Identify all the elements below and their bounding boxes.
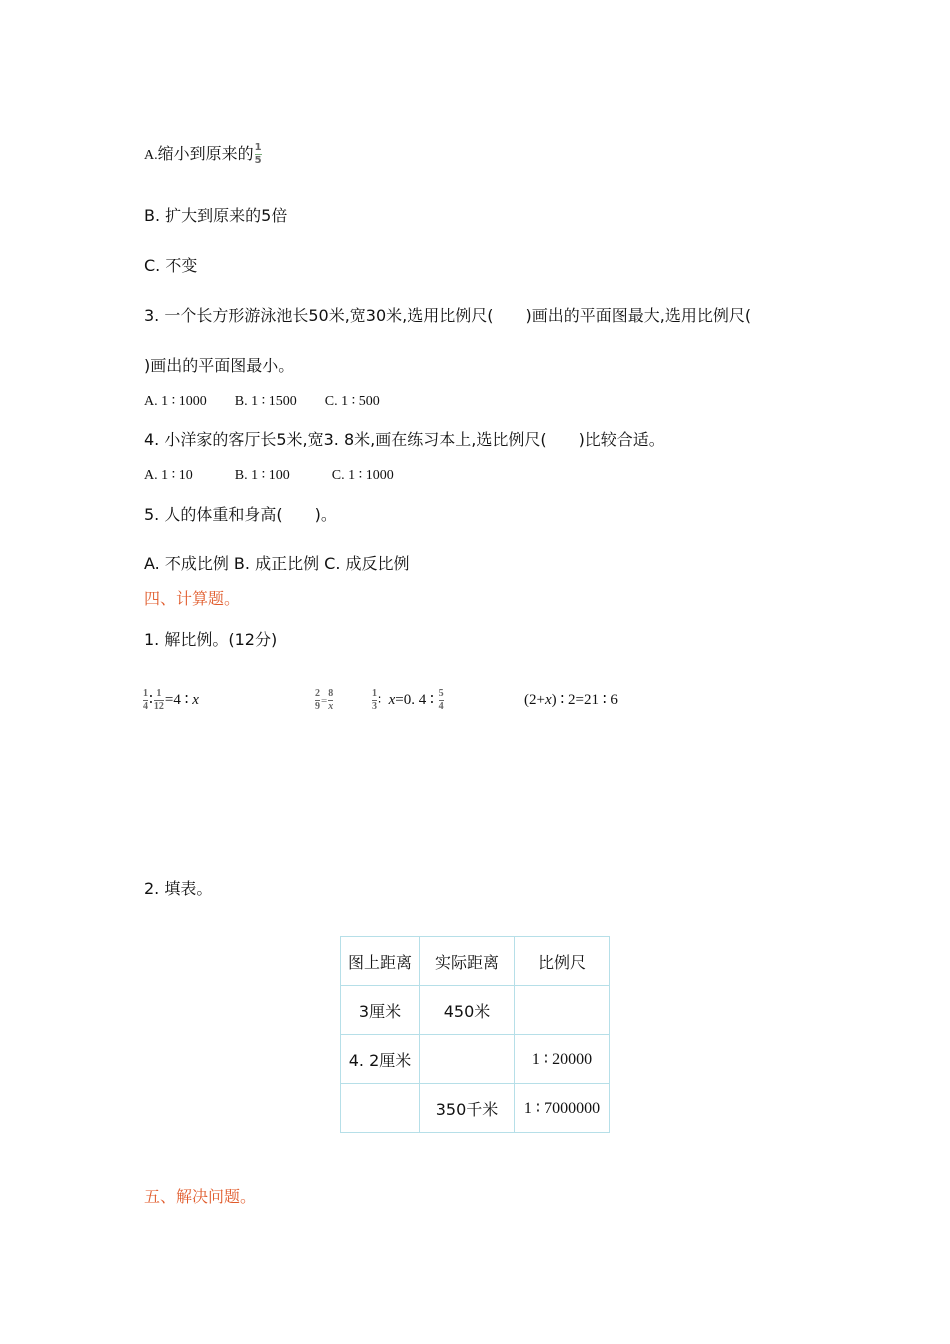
table-cell: 450米 [420,986,515,1035]
frac-den: 4 [438,701,444,713]
section5-title: 五、解决问题。 [144,1189,257,1206]
frac-den: 12 [153,701,164,713]
frac-num: 1 [156,688,162,700]
q2-option-b: B. 扩大到原来的5倍 [144,206,288,225]
variable-x: x [388,692,396,708]
frac-num: 8 [328,688,334,700]
frac-den: 3 [372,701,377,713]
header-map-distance: 图上距离 [341,937,420,986]
equation-4 [524,686,618,714]
equation-1 [142,686,199,714]
table-row [341,1084,610,1133]
fraction-one-fifth [255,143,262,166]
frac-den: x [328,701,334,713]
frac-num: 1 [372,688,377,700]
table-cell: 1 ∶ 20000 [515,1035,610,1084]
section4-sub1: 1. 解比例。(12分) [144,630,278,649]
frac-num: 1 [143,688,148,700]
fraction [439,689,444,712]
q5-options: A. 不成比例 B. 成正比例 C. 成反比例 [144,554,410,573]
equation-rest: =0. 4 ∶ [395,692,438,708]
fraction [154,689,164,712]
q3-text-line2: )画出的平面图最小。 [144,356,295,375]
frac-num: 5 [438,688,444,700]
fraction [328,689,333,712]
equation-rest: =4 ∶ [164,692,193,708]
equation-post: ) ∶ 2=21 ∶ 6 [551,692,618,708]
fraction [372,689,377,712]
table-cell: 3厘米 [341,986,420,1035]
scale-table [340,936,610,1133]
option-a-text: 缩小到原来的 [157,144,254,163]
table-row [341,1035,610,1084]
equals-sign: = [321,695,328,707]
table-header-row [341,937,610,986]
header-actual-distance: 实际距离 [420,937,515,986]
table-cell: 1 ∶ 7000000 [515,1084,610,1133]
header-scale: 比例尺 [515,937,610,986]
option-a-prefix: A. [144,148,158,163]
variable-x: x [192,692,199,708]
frac-den: 5 [254,155,262,166]
q4-text: 4. 小洋家的客厅长5米,宽3. 8米,画在练习本上,选比例尺( )比较合适。 [144,430,665,449]
q5-text: 5. 人的体重和身高( )。 [144,505,337,524]
ratio-sign: ∶ [378,693,382,707]
table-cell [341,1084,420,1133]
variable-x: x [544,692,552,708]
q2-option-c: C. 不变 [144,256,198,275]
q3-text-line1: 3. 一个长方形游泳池长50米,宽30米,选用比例尺( )画出的平面图最大,选用比例尺( [144,306,752,325]
section4-sub2: 2. 填表。 [144,879,213,898]
table-cell [420,1035,515,1084]
ratio-sign: ∶ [149,692,153,708]
table-cell: 4. 2厘米 [341,1035,420,1084]
table-row [341,986,610,1035]
frac-den: 9 [315,701,320,713]
equation-3 [371,686,445,714]
fraction [315,689,320,712]
table-cell: 350千米 [420,1084,515,1133]
section4-title: 四、计算题。 [144,591,241,608]
q2-option-a [144,143,263,166]
frac-num: 1 [254,142,262,153]
equation-pre: (2+ [524,692,545,708]
q3-options: A. 1 ∶ 1000 B. 1 ∶ 1500 C. 1 ∶ 500 [144,394,380,409]
frac-den: 4 [143,701,148,713]
equation-2 [314,686,334,715]
q4-options: A. 1 ∶ 10 B. 1 ∶ 100 C. 1 ∶ 1000 [144,468,394,483]
table-cell [515,986,610,1035]
frac-num: 2 [315,688,320,700]
fraction [143,689,148,712]
